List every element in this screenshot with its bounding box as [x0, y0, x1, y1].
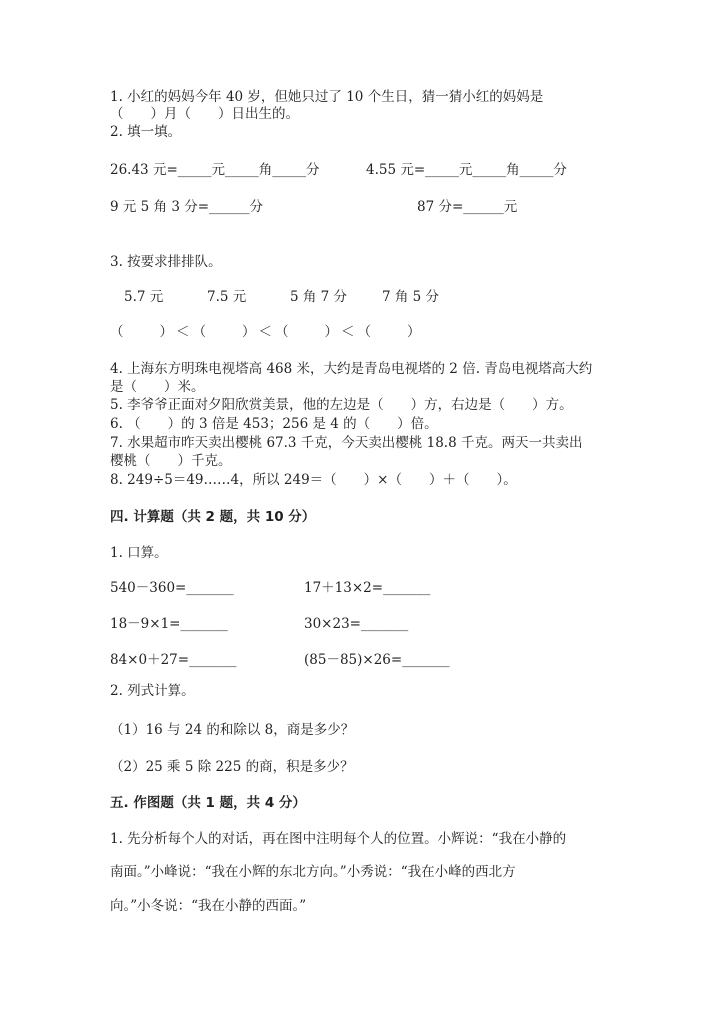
problem-1: （1）16 与 24 的和除以 8，商是多少？ — [110, 722, 355, 738]
problem-2: （2）25 乘 5 除 225 的商，积是多少？ — [110, 759, 354, 775]
sec5-line: 南面。”小峰说：“我在小辉的东北方向。”小秀说：“我在小峰的西北方 — [110, 864, 516, 880]
q7-line1: 7. 水果超市昨天卖出樱桃 67.3 千克，今天卖出樱桃 18.8 千克。两天一共卖出 — [110, 435, 583, 451]
q5: 5. 李爷爷正面对夕阳欣赏美景，他的左边是（ ）方，右边是（ ）方。 — [110, 397, 573, 413]
q2-title: 2. 填一填。 — [110, 124, 182, 140]
q4-line1: 4. 上海东方明珠电视塔高 468 米，大约是青岛电视塔的 2 倍. 青岛电视塔高大约 — [110, 361, 593, 377]
q3-item: 5.7 元 — [124, 289, 164, 305]
sec4-s1: 1. 口算。 — [110, 545, 168, 561]
calc-item: 17＋13×2=_______ — [304, 580, 431, 596]
q8: 8. 249÷5＝49……4，所以 249＝（ ）×（ ）＋（ ）。 — [110, 472, 517, 488]
q6: 6. （ ）的 3 倍是 453；256 是 4 的（ ）倍。 — [110, 416, 438, 432]
q3-item: 7.5 元 — [207, 289, 247, 305]
q2-b: 4.55 元=_____元_____角_____分 — [366, 162, 567, 178]
q3-item: 7 角 5 分 — [382, 289, 440, 305]
calc-item: (85－85)×26=_______ — [304, 652, 450, 668]
q1-line2: （ ）月（ ）日出生的。 — [110, 106, 299, 122]
q2-a: 26.43 元=_____元_____角_____分 — [110, 162, 320, 178]
section4-title: 四. 计算题（共 2 题，共 10 分） — [110, 509, 316, 525]
sec5-line: 1. 先分析每个人的对话，再在图中注明每个人的位置。小辉说：“我在小静的 — [110, 831, 567, 847]
calc-item: 30×23=_______ — [304, 616, 409, 632]
q3-title: 3. 按要求排排队。 — [110, 254, 222, 270]
q4-line2: 是（ ）米。 — [110, 379, 205, 395]
q2-d: 87 分=______元 — [417, 199, 518, 215]
section5-title: 五. 作图题（共 1 题，共 4 分） — [110, 795, 306, 811]
sec4-s2: 2. 列式计算。 — [110, 683, 195, 699]
q3-blanks: （ ）＜（ ）＜（ ）＜（ ） — [110, 324, 424, 340]
q7-line2: 樱桃（ ）千克。 — [110, 453, 232, 469]
q3-item: 5 角 7 分 — [290, 289, 348, 305]
sec5-line: 向。”小冬说：“我在小静的西面。” — [110, 898, 307, 914]
calc-item: 18－9×1=_______ — [110, 616, 228, 632]
q1-line1: 1. 小红的妈妈今年 40 岁，但她只过了 10 个生日，猜一猜小红的妈妈是 — [110, 89, 544, 105]
calc-item: 540－360=_______ — [110, 580, 234, 596]
calc-item: 84×0＋27=_______ — [110, 652, 237, 668]
q2-c: 9 元 5 角 3 分=______分 — [110, 199, 264, 215]
